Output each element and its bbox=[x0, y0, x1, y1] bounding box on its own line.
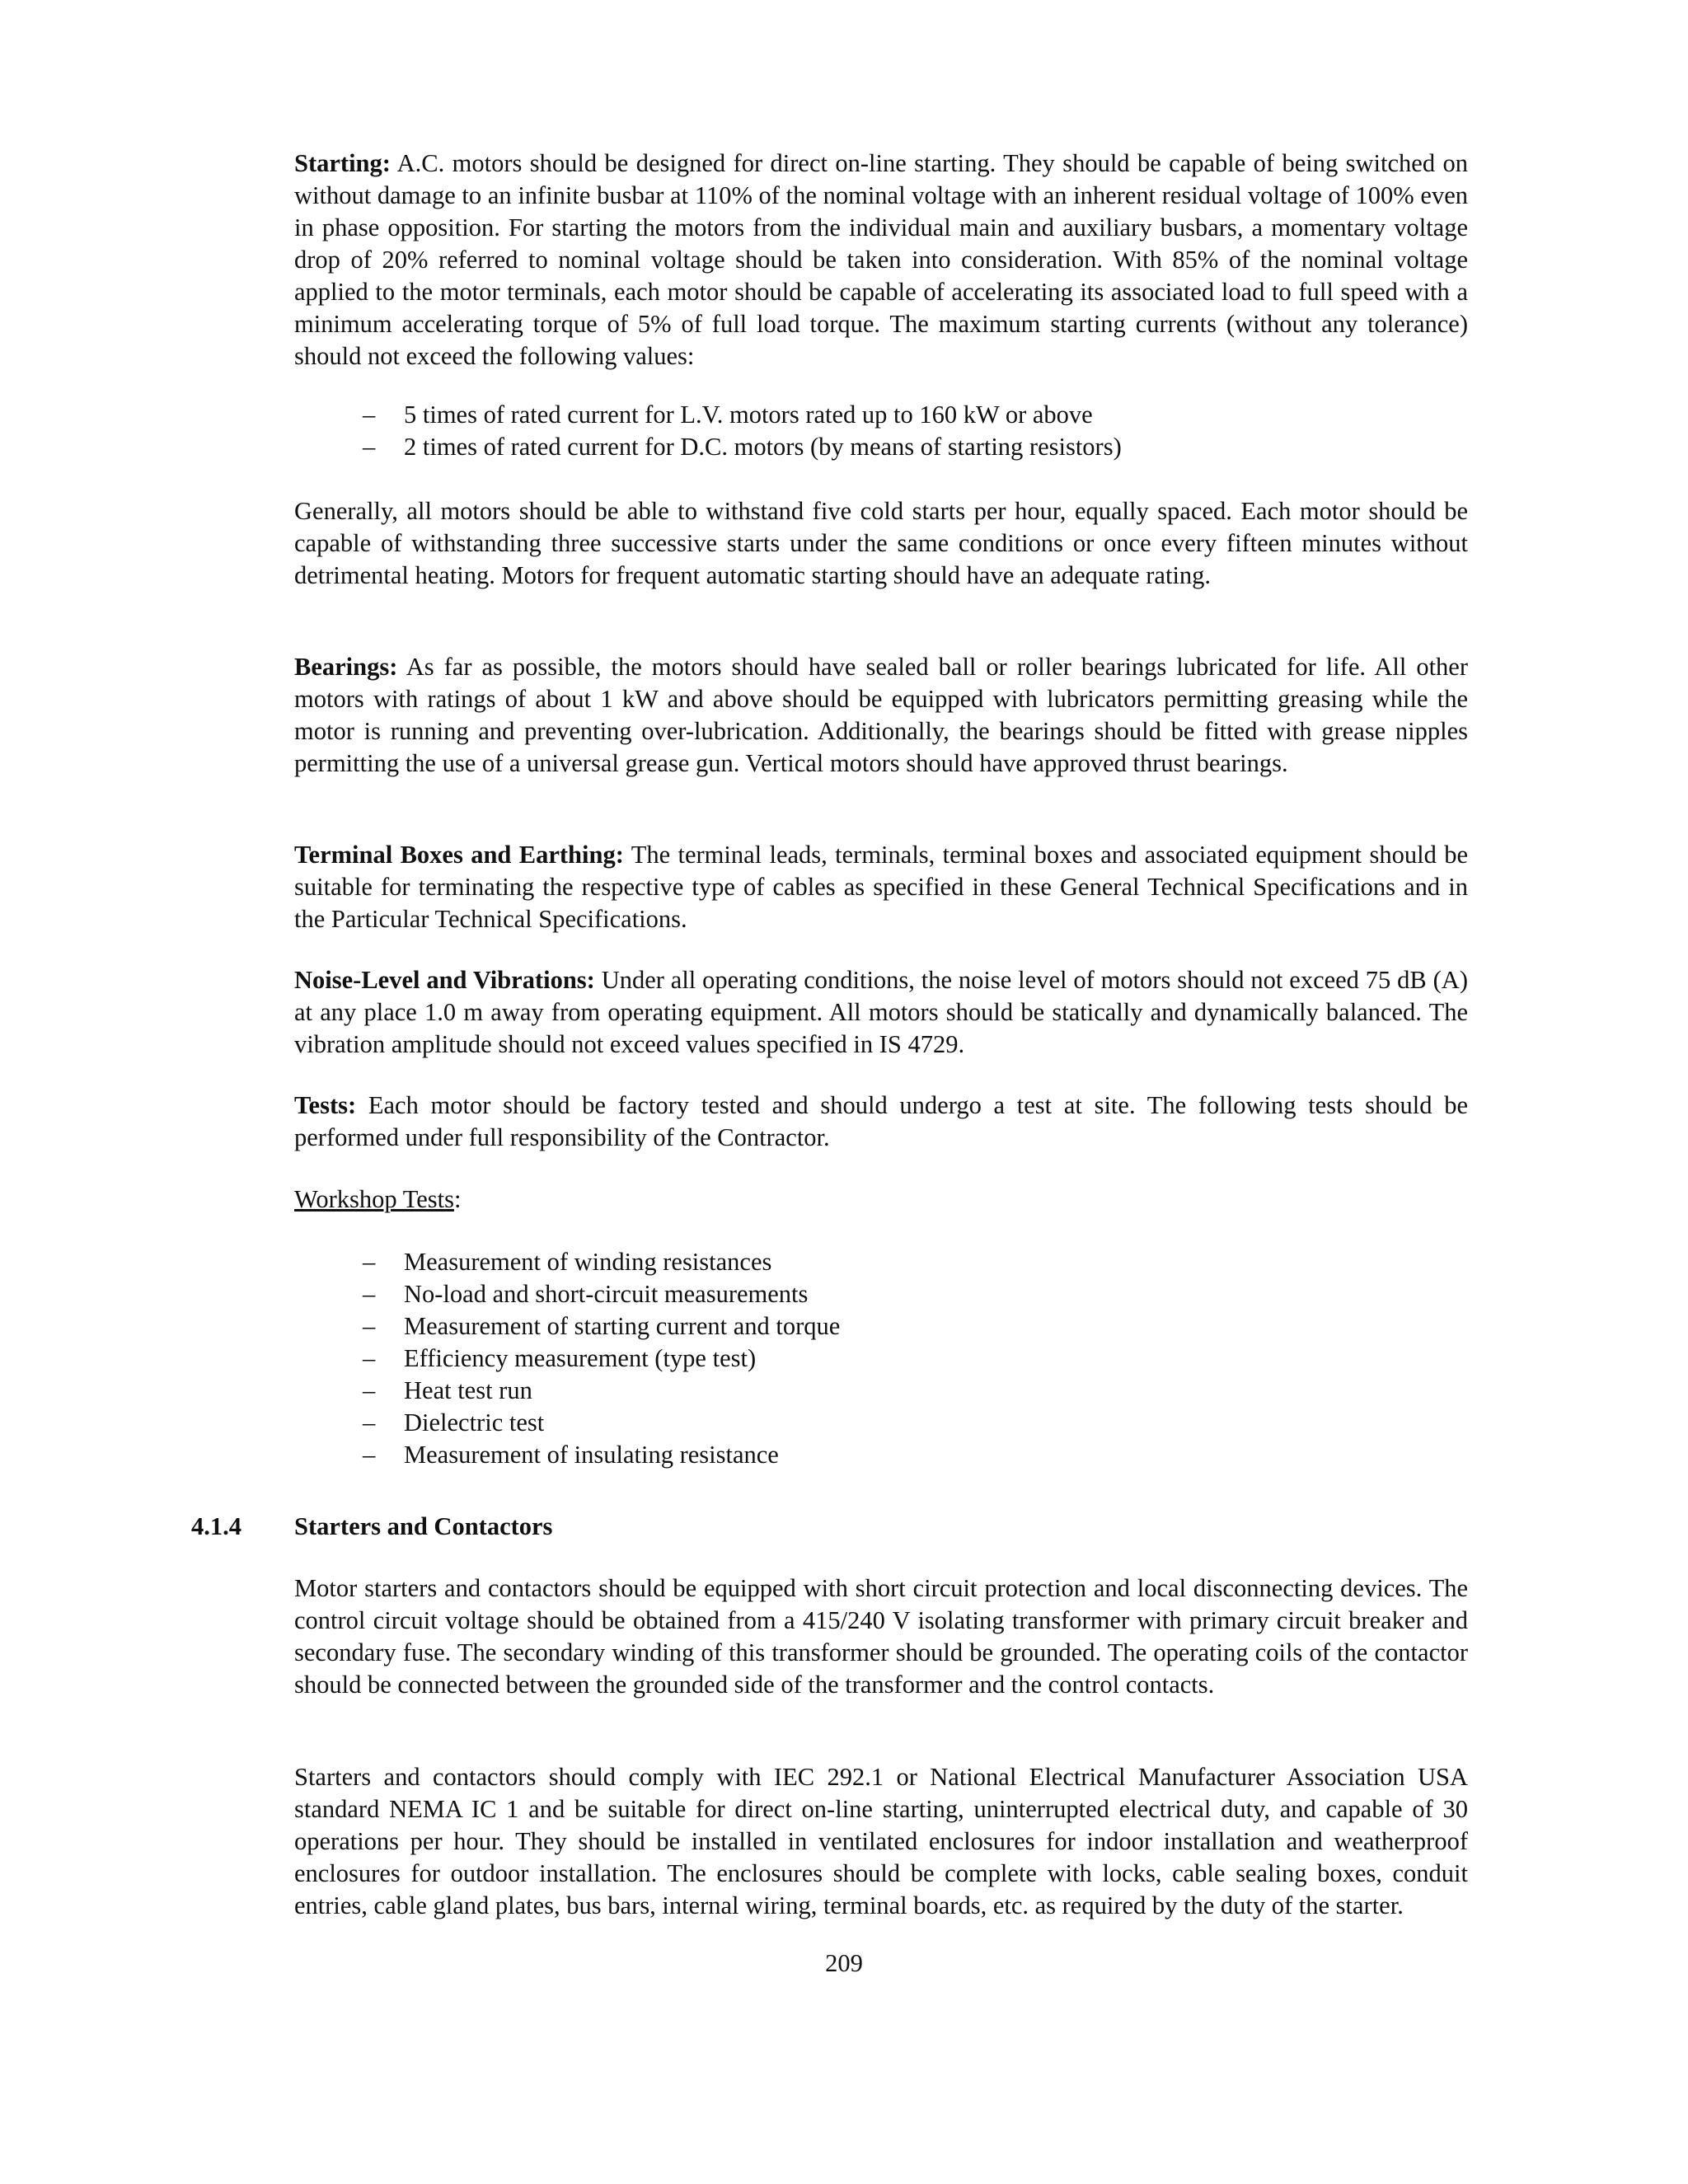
list-item: – Measurement of starting current and torque bbox=[363, 1310, 840, 1343]
tests-paragraph bbox=[294, 1090, 1468, 1154]
list-item: – 5 times of rated current for L.V. motors rated up to 160 kW or above bbox=[363, 399, 1122, 431]
list-item: – Heat test run bbox=[363, 1375, 840, 1407]
section-number: 4.1.4 bbox=[191, 1512, 241, 1540]
starting-current-list bbox=[363, 399, 1122, 463]
starters-text-2: Starters and contactors should comply with IEC 292.1 or National Electrical Manufacturer Association USA standard NEMA IC 1 and be suitable for direct on-line starting, uninterrupted electrical duty, and capable of 30 operations per hour. They should be installed in ventilated enclosures for indoor installation and weatherproof enclosures for outdoor installation. The enclosures should be complete with locks, cable sealing boxes, conduit entries, cable gland plates, bus bars, internal wiring, terminal boards, etc. as required by the duty of the starter. bbox=[294, 1763, 1468, 1919]
list-item: – No-load and short-circuit measurements bbox=[363, 1278, 840, 1310]
bearings-label: Bearings: bbox=[294, 653, 398, 681]
starting-label: Starting: bbox=[294, 149, 391, 177]
starting-text: A.C. motors should be designed for direct on-line starting. They should be capable of being switched on without damage to an infinite busbar at 110% of the nominal voltage with an inherent residual voltage of 100% even in phase opposition. For starting the motors from the individual main and auxiliary busbars, a momentary voltage drop of 20% referred to nominal voltage should be taken into consideration. With 85% of the nominal voltage applied to the motor terminals, each motor should be capable of accelerating its associated load to full speed with a minimum accelerating torque of 5% of full load torque. The maximum starting currents (without any tolerance) should not exceed the following values: bbox=[294, 149, 1468, 370]
section-title: Starters and Contactors bbox=[294, 1512, 553, 1540]
starting-paragraph bbox=[294, 148, 1468, 373]
starters-paragraph-1 bbox=[294, 1572, 1468, 1701]
list-item: – Efficiency measurement (type test) bbox=[363, 1343, 840, 1375]
tests-text: Each motor should be factory tested and should undergo a test at site. The following tests should be performed under full responsibility of the Contractor. bbox=[294, 1091, 1468, 1151]
terminal-text: The terminal leads, terminals, terminal boxes and associated equipment should be suitable for terminating the respective type of cables as specified in these General Technical Specifications and in the Particular Technical Specifications. bbox=[294, 841, 1468, 933]
bearings-paragraph bbox=[294, 651, 1468, 780]
generally-paragraph bbox=[294, 495, 1468, 592]
noise-label: Noise-Level and Vibrations: bbox=[294, 966, 595, 994]
terminal-paragraph bbox=[294, 839, 1468, 935]
workshop-tests-label: Workshop Tests bbox=[294, 1185, 454, 1213]
bearings-text: As far as possible, the motors should have sealed ball or roller bearings lubricated for life. All other motors with ratings of about 1 kW and above should be equipped with lubricators permitting greasing while the motor is running and preventing over-lubrication. Additionally, the bearings should be fitted with grease nipples permitting the use of a universal grease gun. Vertical motors should have approved thrust bearings. bbox=[294, 653, 1468, 777]
workshop-tests-colon: : bbox=[453, 1185, 462, 1213]
page-number: 209 bbox=[825, 1949, 863, 1977]
list-item: – Measurement of winding resistances bbox=[363, 1246, 840, 1278]
list-item: – 2 times of rated current for D.C. motors (by means of starting resistors) bbox=[363, 431, 1122, 463]
list-item: – Measurement of insulating resistance bbox=[363, 1439, 840, 1471]
workshop-tests-heading bbox=[294, 1183, 1468, 1216]
generally-text: Generally, all motors should be able to withstand five cold starts per hour, equally spaced. Each motor should be capable of withstanding three successive starts under the same conditions or once every fifteen minutes without detrimental heating. Motors for frequent automatic starting should have an adequate rating. bbox=[294, 497, 1468, 589]
list-item: – Dielectric test bbox=[363, 1407, 840, 1439]
noise-paragraph bbox=[294, 964, 1468, 1061]
workshop-tests-list bbox=[363, 1246, 840, 1471]
starters-text-1: Motor starters and contactors should be equipped with short circuit protection and local disconnecting devices. The control circuit voltage should be obtained from a 415/240 V isolating transformer with primary circuit breaker and secondary fuse. The secondary winding of this transformer should be grounded. The operating coils of the contactor should be connected between the grounded side of the transformer and the control contacts. bbox=[294, 1574, 1468, 1699]
starters-paragraph-2 bbox=[294, 1761, 1468, 1922]
tests-label: Tests: bbox=[294, 1091, 357, 1119]
terminal-label: Terminal Boxes and Earthing: bbox=[294, 841, 624, 869]
noise-text: Under all operating conditions, the noise level of motors should not exceed 75 dB (A) at any place 1.0 m away from operating equipment. All motors should be statically and dynamically balanced. The vibration amplitude should not exceed values specified in IS 4729. bbox=[294, 966, 1468, 1058]
